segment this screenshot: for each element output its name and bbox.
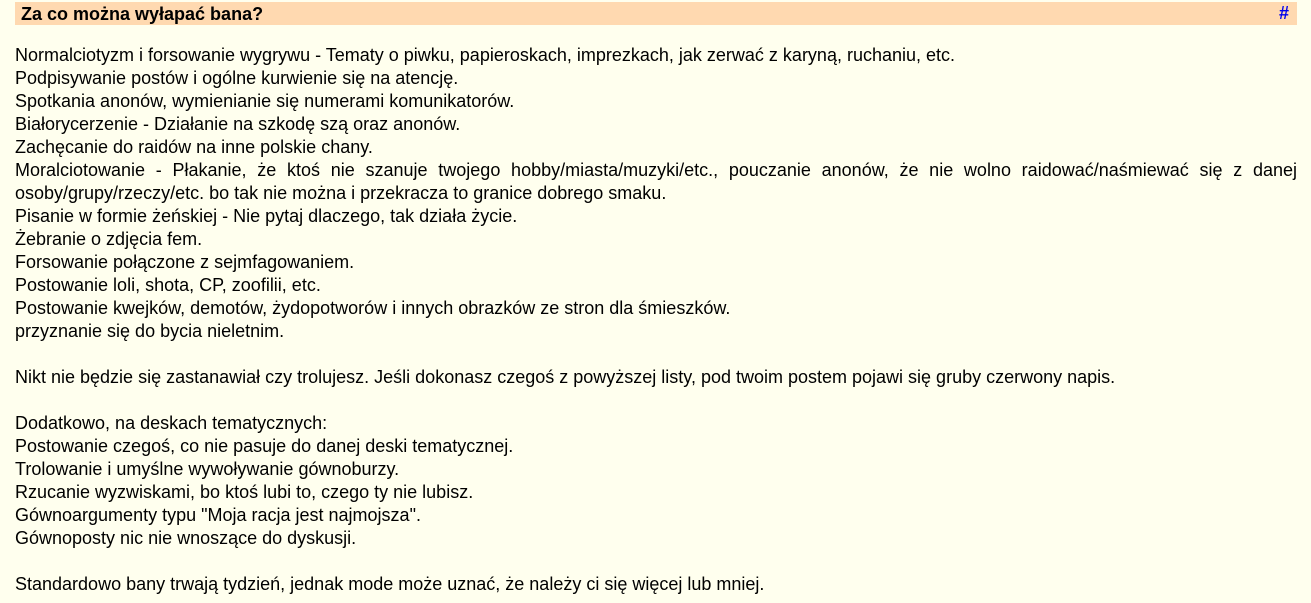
rule-item: Forsowanie połączone z sejmfagowaniem. (15, 252, 355, 272)
section-header (15, 2, 1297, 25)
paragraph-gap (15, 343, 1297, 366)
section-title: Za co można wyłapać bana? (21, 4, 264, 24)
thematic-rule-item: Postowanie czegoś, co nie pasuje do danej deski tematycznej. (15, 436, 514, 456)
rule-item: Pisanie w formie żeńskiej - Nie pytaj dlaczego, tak działa życie. (15, 206, 518, 226)
rule-item: Spotkania anonów, wymienianie się numerami komunikatorów. (15, 91, 515, 111)
section-anchor-link[interactable]: # (1278, 3, 1289, 23)
thematic-rule-item: Trolowanie i umyślne wywoływanie gównoburzy. (15, 459, 400, 479)
thematic-rule-item: Rzucanie wyzwiskami, bo ktoś lubi to, czego ty nie lubisz. (15, 482, 474, 502)
rule-item: Moralciotowanie - Płakanie, że ktoś nie szanuje twojego hobby/miasta/muzyki/etc., pouczanie anonów, że nie wolno raidować/naśmiewać się z danej osoby/grupy/rzeczy/etc. bo tak nie można i przekracza to granice dobrego smaku. (15, 160, 1297, 203)
paragraph-gap (15, 389, 1297, 412)
thematic-intro: Dodatkowo, na deskach tematycznych: (15, 413, 328, 433)
rule-item: Żebranie o zdjęcia fem. (15, 229, 203, 249)
rule-item: Normalciotyzm i forsowanie wygrywu - Tematy o piwku, papieroskach, imprezkach, jak zerwać z karyną, ruchaniu, etc. (15, 45, 956, 65)
rule-item: przyznanie się do bycia nieletnim. (15, 321, 285, 341)
section-content (15, 44, 1297, 596)
trolling-note: Nikt nie będzie się zastanawiał czy trolujesz. Jeśli dokonasz czegoś z powyższej listy, pod twoim postem pojawi się gruby czerwony napis. (15, 367, 1116, 387)
paragraph-gap (15, 550, 1297, 573)
rule-item: Białorycerzenie - Działanie na szkodę szą oraz anonów. (15, 114, 461, 134)
faq-section (15, 2, 1297, 596)
rule-item: Postowanie loli, shota, CP, zoofilii, etc. (15, 275, 321, 295)
thematic-rule-item: Gównoargumenty typu "Moja racja jest najmojsza". (15, 505, 421, 525)
ban-duration-note: Standardowo bany trwają tydzień, jednak mode może uznać, że należy ci się więcej lub mniej. (15, 574, 765, 594)
thematic-rule-item: Gównoposty nic nie wnoszące do dyskusji. (15, 528, 357, 548)
rule-item: Zachęcanie do raidów na inne polskie chany. (15, 137, 373, 157)
rule-item: Postowanie kwejków, demotów, żydopotworów i innych obrazków ze stron dla śmieszków. (15, 298, 731, 318)
rule-item: Podpisywanie postów i ogólne kurwienie się na atencję. (15, 68, 459, 88)
